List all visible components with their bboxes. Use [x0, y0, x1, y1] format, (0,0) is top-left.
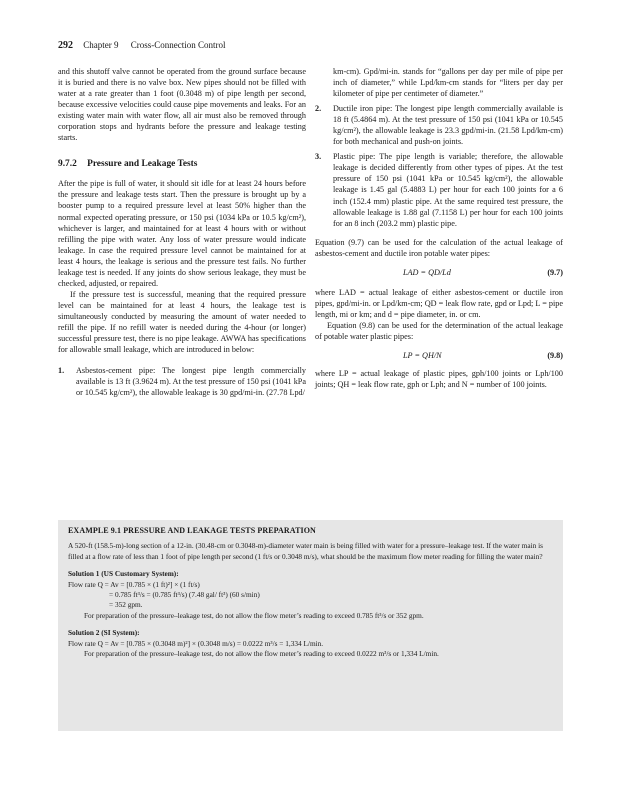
- list-item-text: Plastic pipe: The pipe length is variable; therefore, the allowable leakage is decided differently from other types of pipes. At the test pressure of 150 psi (1041 kPa or 10.545 kg/cm²), the allowable leakage is 1.45 gal (5.4883 L) per hour for each 100 joints for a 6 inch (152.4 mm) plastic pipe. At the same required test pressure, the allowable leakage is 1.88 gal (7.1158 L) per hour for each 100 joints for an 8 inch (203.2 mm) plastic pipe.: [333, 152, 563, 228]
- solution-2-line: Flow rate Q = Av = [0.785 × (0.3048 m)²] × (0.3048 m/s) = 0.0222 m³/s = 1,334 L/min.: [68, 638, 324, 648]
- running-header: [58, 40, 226, 51]
- list-item-number: 2.: [315, 104, 322, 114]
- list-item: [315, 151, 563, 228]
- equation-9-7: [315, 267, 563, 281]
- example-problem: A 520-ft (158.5-m)-long section of a 12-in. (30.48-cm or 0.3048-m)-diameter water main is being filled with water for a pressure–leakage test. If the water main is filled at a flow rate of less than 1 foot of pipe length per second (1 ft/s or 0.3048 m/s), what should be the maximum flow meter reading for filling the water main?: [68, 541, 543, 561]
- equation-1-definitions: where LAD = actual leakage of either asbestos-cement or ductile iron pipes, gpd/mi-in. or Lpd/km-cm; QD = leak flow rate, gpd or Lpd; L = pipe length, mi or km; and d = pipe diameter, in. or cm.: [315, 287, 563, 319]
- solution-1-heading: Solution 1 (US Customary System):: [68, 569, 179, 579]
- solution-1-line: = 352 gpm.: [109, 600, 143, 610]
- section-paragraph-2: If the pressure test is successful, meaning that the required pressure level can be maintained for at least 4 hours, the leakage test is simultaneously conducted by measuring the amount of water needed to refill the pipe. If no refill water is needed during the 4-hour (or longer) successful pressure test, there is no pipe leakage. AWWA has specifications for allowable small leakage, which are introduced in below:: [58, 289, 306, 355]
- chapter-label: Chapter 9: [83, 40, 119, 50]
- equation-9-8: [315, 350, 563, 364]
- equation-formula: LP = QH/N: [403, 350, 442, 360]
- right-column: [315, 66, 563, 390]
- chapter-title: Cross-Connection Control: [130, 40, 226, 50]
- solution-1-note: For preparation of the pressure–leakage test, do not allow the flow meter’s reading to exceed 0.785 ft³/s or 352 gpm.: [84, 610, 424, 620]
- equation-number: (9.7): [547, 267, 563, 277]
- solution-2-note: For preparation of the pressure–leakage test, do not allow the flow meter’s reading to exceed 0.0222 m³/s or 1,334 L/min.: [84, 649, 439, 659]
- equation-intro-1: Equation (9.7) can be used for the calculation of the actual leakage of asbestos-cement and ductile iron potable water pipes:: [315, 237, 563, 258]
- section-heading: [58, 159, 306, 170]
- section-paragraph-1: After the pipe is full of water, it should sit idle for at least 24 hours before the pressure and leakage tests start. Then the pressure is brought up by a booster pump to a required pressure level at least 50% higher than the normal expected operating pressure, or 150 psi (1034 kPa or 10.5 kg/cm²), whichever is larger, and maintained for at least 4 hours with or without refilling the pipe with water. Any loss of water pressure would indicate leakage. In case the required pressure level cannot be maintained for at least 4 hours, the leakage is serious and the pressure test fails. No further leakage test is needed. If any joints do show serious leakage, they must be checked, adjusted, or repaired.: [58, 179, 306, 288]
- intro-paragraph: and this shutoff valve cannot be operated from the ground surface because it is buried and there is no valve box. New pipes should not be filled with water at a rate greater than 1 foot (0.3048 m) of pipe length per second, because excessive velocities could cause pipe movements and leaks. For an existing water main with water flow, all air must also be removed through corporation stops and hydrants before the pressure and leakage testing starts.: [58, 67, 306, 143]
- equation-intro-2: Equation (9.8) can be used for the determination of the actual leakage of potable water plastic pipes:: [315, 320, 563, 341]
- list-item-number: 1.: [58, 366, 65, 376]
- example-title: EXAMPLE 9.1 PRESSURE AND LEAKAGE TESTS PREPARATION: [68, 526, 316, 535]
- list-item: [58, 365, 306, 398]
- leakage-spec-list: [58, 365, 306, 398]
- list-item-number: 3.: [315, 152, 322, 162]
- solution-1-line: = 0.785 ft³/s = (0.785 ft³/s) (7.48 gal/ ft³) (60 s/min): [109, 590, 260, 600]
- page-number: 292: [58, 40, 73, 51]
- left-column: [58, 66, 306, 398]
- equation-2-definitions: where LP = actual leakage of plastic pipes, gph/100 joints or Lph/100 joints; QH = leak flow rate, gph or Lph; and N = number of 100 joints.: [315, 368, 563, 390]
- list-item-text: Ductile iron pipe: The longest pipe length commercially available is 18 ft (5.4864 m). At the test pressure of 150 psi (1041 kPa or 10.545 kg/cm²), the allowable leakage is 23.3 gpd/mi-in. (21.58 Lpd/km-cm) for both mechanical and push-on joints.: [333, 104, 563, 147]
- section-number: 9.7.2: [58, 159, 77, 170]
- equation-formula: LAD = QD/Ld: [403, 267, 451, 277]
- list-item-continued: km-cm). Gpd/mi-in. stands for “gallons per day per mile of pipe per inch of diameter,” while Lpd/km-cm stands for “liters per day per kilometer of pipe per centimeter of diameter.”: [333, 67, 563, 99]
- list-item: [315, 103, 563, 147]
- leakage-spec-list-continued: [315, 103, 563, 229]
- solution-1-line: Flow rate Q = Av = [0.785 × (1 ft)²] × (1 ft/s): [68, 579, 200, 589]
- section-title: Pressure and Leakage Tests: [87, 159, 198, 170]
- list-item-text: Asbestos-cement pipe: The longest pipe length commercially available is 13 ft (3.9624 m). At the test pressure of 150 psi (1041 kPa or 10.545 kg/cm²), the allowable leakage is 30 gpd/mi-in. (27.78 Lpd/: [76, 366, 306, 398]
- equation-number: (9.8): [547, 350, 563, 360]
- example-box: [58, 520, 563, 731]
- solution-2-heading: Solution 2 (SI System):: [68, 628, 140, 638]
